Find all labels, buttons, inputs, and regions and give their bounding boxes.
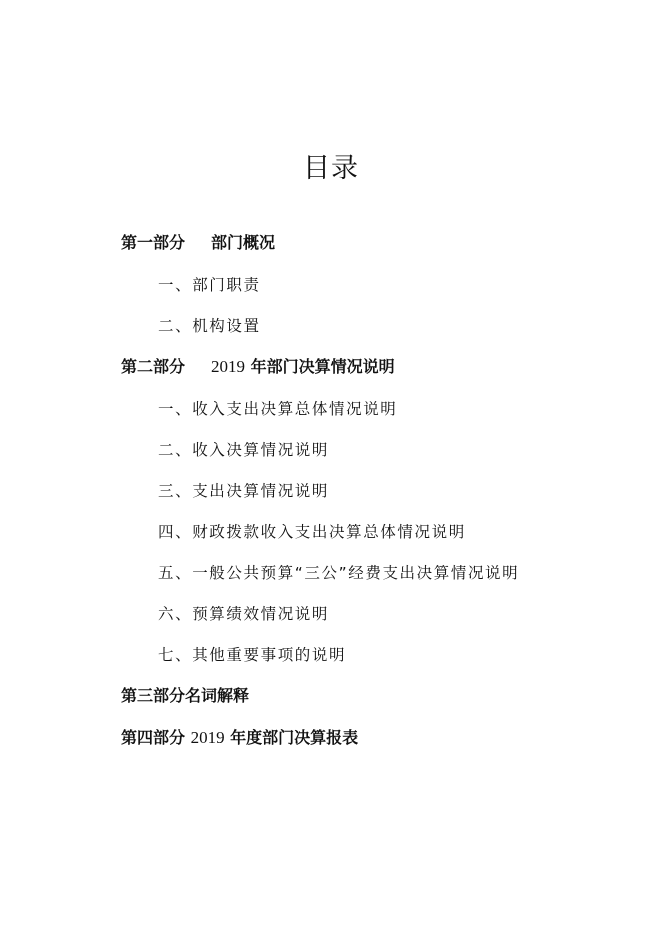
toc-part-1 — [121, 233, 275, 253]
toc-item: 四、财政拨款收入支出决算总体情况说明 — [158, 523, 466, 541]
part-year: 2019 — [211, 357, 246, 376]
toc-item: 五、一般公共预算“三公”经费支出决算情况说明 — [158, 564, 520, 582]
toc-part-3 — [121, 686, 249, 706]
toc-item: 二、机构设置 — [158, 317, 261, 335]
part-label: 第三部分 — [121, 686, 186, 705]
toc-item: 一、收入支出决算总体情况说明 — [158, 400, 398, 418]
toc-item: 一、部门职责 — [158, 276, 261, 294]
part-label: 第一部分 — [121, 233, 186, 252]
part-title: 年度部门决算报表 — [230, 728, 359, 747]
toc-item: 二、收入决算情况说明 — [158, 441, 330, 459]
toc-part-2 — [121, 357, 395, 377]
part-title: 名词解释 — [185, 686, 250, 705]
part-label: 第四部分 — [121, 728, 186, 747]
part-label: 第二部分 — [121, 357, 186, 376]
toc-part-4 — [121, 728, 358, 748]
part-year: 2019 — [190, 728, 225, 747]
part-title: 部门概况 — [211, 233, 276, 252]
toc-title: 目录 — [303, 153, 359, 184]
toc-item: 六、预算绩效情况说明 — [158, 605, 330, 623]
toc-item: 七、其他重要事项的说明 — [158, 646, 347, 664]
part-title: 年部门决算情况说明 — [250, 357, 395, 376]
toc-item: 三、支出决算情况说明 — [158, 482, 330, 500]
